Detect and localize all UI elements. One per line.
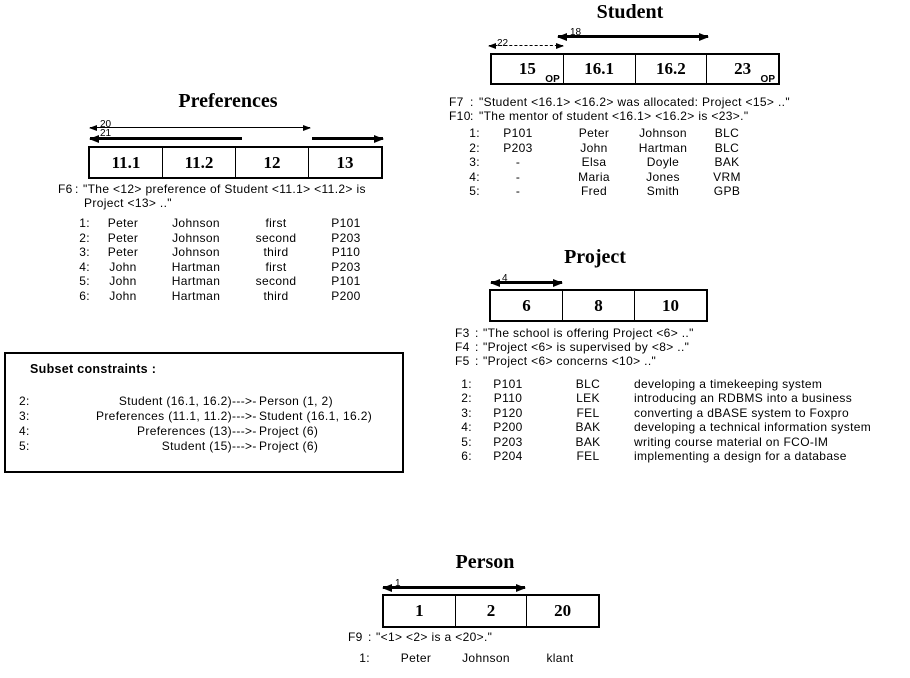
role-cell-16-2: [636, 55, 708, 83]
role-label: 12: [263, 152, 281, 172]
fact-colon: :: [475, 354, 479, 368]
row-number: 5:: [461, 434, 472, 449]
population-row: [66, 216, 378, 231]
role-label: 10: [662, 295, 679, 315]
cell-first-name: Peter: [578, 126, 610, 140]
population-row: [456, 126, 762, 141]
role-label: 6: [522, 295, 531, 315]
student-fact-readings: [449, 95, 790, 123]
fact-reading-f7: [449, 95, 790, 109]
subset-arrow: --->-: [232, 394, 257, 408]
fact-label: F4: [455, 340, 470, 354]
constraint-superset-side: Student (16.1, 16.2): [259, 409, 373, 423]
fact-reading-f6: [58, 182, 366, 196]
cell-project-code: P200: [493, 420, 523, 435]
cell-rank: second: [255, 274, 297, 288]
person-fact-readings: [348, 630, 492, 644]
constraint-subset-side: Preferences (11.1, 11.2): [95, 409, 232, 423]
role-label: 2: [486, 601, 496, 620]
cell-last-name: Johnson: [172, 245, 220, 259]
row-number: 4:: [469, 169, 480, 184]
constraint-number: 5:: [19, 439, 30, 453]
cell-role: klant: [546, 651, 574, 665]
role-label: 11.1: [111, 152, 141, 172]
constraint-20-label: 20: [100, 119, 112, 130]
fact-colon: :: [470, 109, 474, 123]
cell-project: P110: [331, 245, 361, 259]
row-number: 5:: [79, 274, 90, 288]
cell-first-name: Peter: [107, 230, 139, 245]
role-label: 13: [336, 152, 354, 172]
population-row: [452, 391, 892, 405]
role-label: 11.2: [184, 152, 214, 172]
role-cell-1: [384, 596, 456, 626]
row-number: 2:: [79, 230, 90, 245]
cell-first-name: John: [109, 259, 137, 274]
constraint-superset-side: Person (1, 2): [259, 394, 333, 408]
fact-reading-f9: [348, 630, 492, 644]
project-fact-table: [489, 289, 708, 322]
cell-project-code: P120: [493, 405, 523, 420]
cell-last-name: Hartman: [171, 259, 221, 274]
cell-first-name: John: [109, 288, 137, 303]
population-row: [66, 274, 378, 289]
project-table-title: Project: [564, 246, 626, 268]
population-row: [456, 141, 762, 156]
subset-constraint-row: [6, 394, 402, 409]
population-row: [456, 155, 762, 170]
role-label: 16.2: [656, 59, 686, 78]
role-cell-12: [236, 148, 309, 177]
cell-description: converting a dBASE system to Foxpro: [634, 405, 850, 420]
role-cell-8: [563, 291, 635, 320]
cell-supervisor: BAK: [575, 434, 601, 449]
role-cell-10: [635, 291, 706, 320]
constraint-18-label: 18: [570, 27, 582, 38]
fact-label: F5: [455, 354, 470, 368]
row-number: 2:: [461, 391, 472, 406]
student-population-listing: [456, 126, 762, 199]
cell-mentor: BAK: [714, 155, 740, 169]
cell-supervisor: BLC: [575, 377, 601, 391]
population-row: [452, 377, 892, 391]
row-number: 6:: [461, 448, 472, 463]
preferences-fact-readings: [58, 182, 366, 210]
subset-arrow: --->-: [232, 424, 257, 438]
project-population-listing: [452, 377, 892, 463]
subset-constraints-title: Subset constraints :: [30, 362, 157, 376]
role-cell-11-2: [163, 148, 236, 177]
cell-project: P101: [503, 126, 533, 140]
cell-rank: third: [263, 245, 289, 259]
row-number: 1:: [359, 651, 370, 665]
role-label: 20: [554, 601, 572, 620]
cell-last-name: Smith: [646, 184, 680, 198]
fact-colon: :: [368, 630, 372, 644]
cell-description: introducing an RDBMS into a business: [634, 391, 853, 406]
subset-arrow: --->-: [232, 409, 257, 423]
fact-reading-f10: [449, 109, 790, 123]
fact-text: "The <12> preference of Student <11.1> <11.2> is: [83, 182, 366, 196]
constraint-subset-side: Student (16.1, 16.2): [118, 394, 232, 408]
population-row: [456, 184, 762, 199]
cell-description: implementing a design for a database: [634, 448, 847, 463]
cell-first-name: Elsa: [581, 155, 607, 169]
fact-text-continuation: Project <13> ..": [84, 196, 172, 210]
cell-supervisor: LEK: [576, 391, 600, 406]
student-table-title: Student: [596, 1, 664, 23]
row-number: 3:: [469, 155, 480, 169]
fact-text: "Project <6> concerns <10> ..": [483, 354, 657, 368]
cell-rank: first: [265, 259, 287, 274]
role-label: 8: [594, 295, 603, 315]
person-population-listing: [350, 651, 608, 666]
cell-description: writing course material on FCO-IM: [634, 434, 829, 449]
population-row: [66, 260, 378, 275]
preferences-table-title: Preferences: [178, 90, 278, 112]
constraint-number: 3:: [19, 409, 30, 423]
preferences-population-listing: [66, 216, 378, 303]
cell-project: P101: [331, 274, 361, 288]
row-number: 4:: [461, 420, 472, 435]
row-number: 3:: [461, 405, 472, 420]
cell-project-code: P101: [493, 377, 523, 391]
fact-label: F6: [58, 182, 73, 196]
constraint-subset-side: Student (15): [161, 439, 232, 453]
population-row: [452, 406, 892, 420]
cell-rank: first: [265, 216, 287, 230]
cell-project: P200: [331, 288, 361, 303]
cell-last-name: Johnson: [639, 126, 687, 140]
cell-description: developing a timekeeping system: [634, 377, 823, 391]
cell-project: P203: [331, 230, 361, 245]
cell-rank: second: [255, 230, 297, 245]
constraint-4-label: 4: [502, 273, 508, 284]
constraint-subset-side: Preferences (13): [137, 424, 232, 438]
constraint-number: 4:: [19, 424, 30, 438]
fact-colon: :: [75, 182, 79, 196]
cell-project: P203: [331, 259, 361, 274]
role-cell-20: [527, 596, 598, 626]
role-cell-16-1: [564, 55, 636, 83]
row-number: 6:: [79, 288, 90, 303]
cell-last-name: Johnson: [462, 651, 510, 665]
cell-first-name: Peter: [107, 216, 139, 230]
constraint-superset-side: Project (6): [259, 439, 319, 453]
fact-label: F10: [449, 109, 471, 123]
population-row: [452, 435, 892, 449]
fact-reading-f5: [455, 354, 694, 368]
role-cell-13: [309, 148, 381, 177]
person-table-title: Person: [455, 551, 515, 573]
preferences-fact-table: [88, 146, 383, 179]
role-label: 16.1: [584, 59, 614, 78]
cell-last-name: Hartman: [638, 140, 688, 155]
person-fact-table: [382, 594, 600, 628]
cell-supervisor: FEL: [576, 448, 600, 463]
constraint-1-label: 1: [395, 578, 401, 589]
fact-reading-f3: [455, 326, 694, 340]
cell-project-code: P110: [493, 391, 523, 406]
constraint-number: 2:: [19, 394, 30, 408]
subset-constraints-list: [6, 394, 402, 454]
subset-constraint-row: [6, 439, 402, 454]
cell-last-name: Hartman: [171, 288, 221, 303]
fact-text: "Student <16.1> <16.2> was allocated: Project <15> ..": [479, 95, 790, 109]
fact-label: F3: [455, 326, 470, 340]
cell-supervisor: FEL: [576, 405, 600, 420]
role-cell-11-1: [90, 148, 163, 177]
uniqueness-constraint-21-arrow-left-segment: [90, 137, 242, 140]
uniqueness-constraint-21-arrow-right-segment: [312, 137, 383, 140]
uniqueness-constraint-20-arrow: [90, 127, 310, 128]
cell-first-name: Peter: [400, 651, 432, 665]
row-number: 2:: [469, 140, 480, 155]
role-label: 15: [518, 59, 536, 78]
row-number: 1:: [79, 216, 90, 230]
role-label: 23: [734, 59, 752, 78]
cell-rank: third: [263, 288, 289, 303]
op-marker: OP: [760, 74, 775, 85]
cell-project: -: [515, 169, 521, 184]
role-cell-2: [456, 596, 528, 626]
population-row: [456, 170, 762, 185]
cell-project-code: P203: [493, 434, 523, 449]
cell-project: P101: [331, 216, 361, 230]
fact-label: F7: [449, 95, 464, 109]
cell-last-name: Doyle: [646, 155, 680, 169]
subset-arrow: --->-: [232, 439, 257, 453]
cell-description: developing a technical information system: [634, 420, 872, 435]
cell-last-name: Johnson: [172, 216, 220, 230]
uniqueness-constraint-1-arrow: [383, 586, 525, 589]
constraint-22-label: 22: [497, 38, 509, 49]
cell-project: -: [515, 155, 521, 169]
project-fact-readings: [455, 326, 694, 368]
subset-constraint-row: [6, 409, 402, 424]
cell-last-name: Jones: [646, 169, 680, 184]
population-row: [66, 231, 378, 246]
cell-mentor: BLC: [714, 140, 740, 155]
fact-reading-f4: [455, 340, 694, 354]
population-row: [66, 289, 378, 304]
cell-first-name: Peter: [107, 245, 139, 259]
subset-constraints-box: [4, 352, 404, 473]
row-number: 3:: [79, 245, 90, 259]
cell-supervisor: BAK: [575, 420, 601, 435]
fact-colon: :: [475, 340, 479, 354]
population-row: [350, 651, 608, 666]
cell-first-name: Maria: [578, 169, 610, 184]
student-fact-table: [490, 53, 780, 85]
fact-text: "Project <6> is supervised by <8> ..": [483, 340, 690, 354]
fact-text: "The school is offering Project <6> ..": [483, 326, 694, 340]
cell-first-name: Fred: [580, 184, 608, 198]
cell-first-name: John: [109, 274, 137, 288]
row-number: 1:: [461, 377, 472, 391]
cell-first-name: John: [580, 140, 608, 155]
cell-project: -: [515, 184, 521, 198]
cell-project-code: P204: [493, 448, 523, 463]
population-row: [452, 449, 892, 463]
role-cell-23: [707, 55, 778, 83]
fact-colon: :: [475, 326, 479, 340]
op-marker: OP: [545, 74, 560, 85]
fact-colon: :: [470, 95, 474, 109]
role-cell-6: [491, 291, 563, 320]
population-row: [452, 420, 892, 434]
cell-mentor: BLC: [714, 126, 740, 140]
cell-mentor: GPB: [713, 184, 741, 198]
fact-text: "<1> <2> is a <20>.": [376, 630, 493, 644]
constraint-21-label: 21: [100, 128, 112, 139]
role-label: 1: [415, 601, 424, 620]
cell-project: P203: [503, 140, 533, 155]
population-row: [66, 245, 378, 260]
constraint-superset-side: Project (6): [259, 424, 319, 438]
row-number: 4:: [79, 259, 90, 274]
role-cell-15: [492, 55, 564, 83]
cell-mentor: VRM: [713, 169, 741, 184]
cell-last-name: Johnson: [172, 230, 220, 245]
row-number: 1:: [469, 126, 480, 140]
cell-last-name: Hartman: [171, 274, 221, 288]
subset-constraint-row: [6, 424, 402, 439]
fact-text: "The mentor of student <16.1> <16.2> is <23>.": [479, 109, 749, 123]
fact-label: F9: [348, 630, 363, 644]
row-number: 5:: [469, 184, 480, 198]
